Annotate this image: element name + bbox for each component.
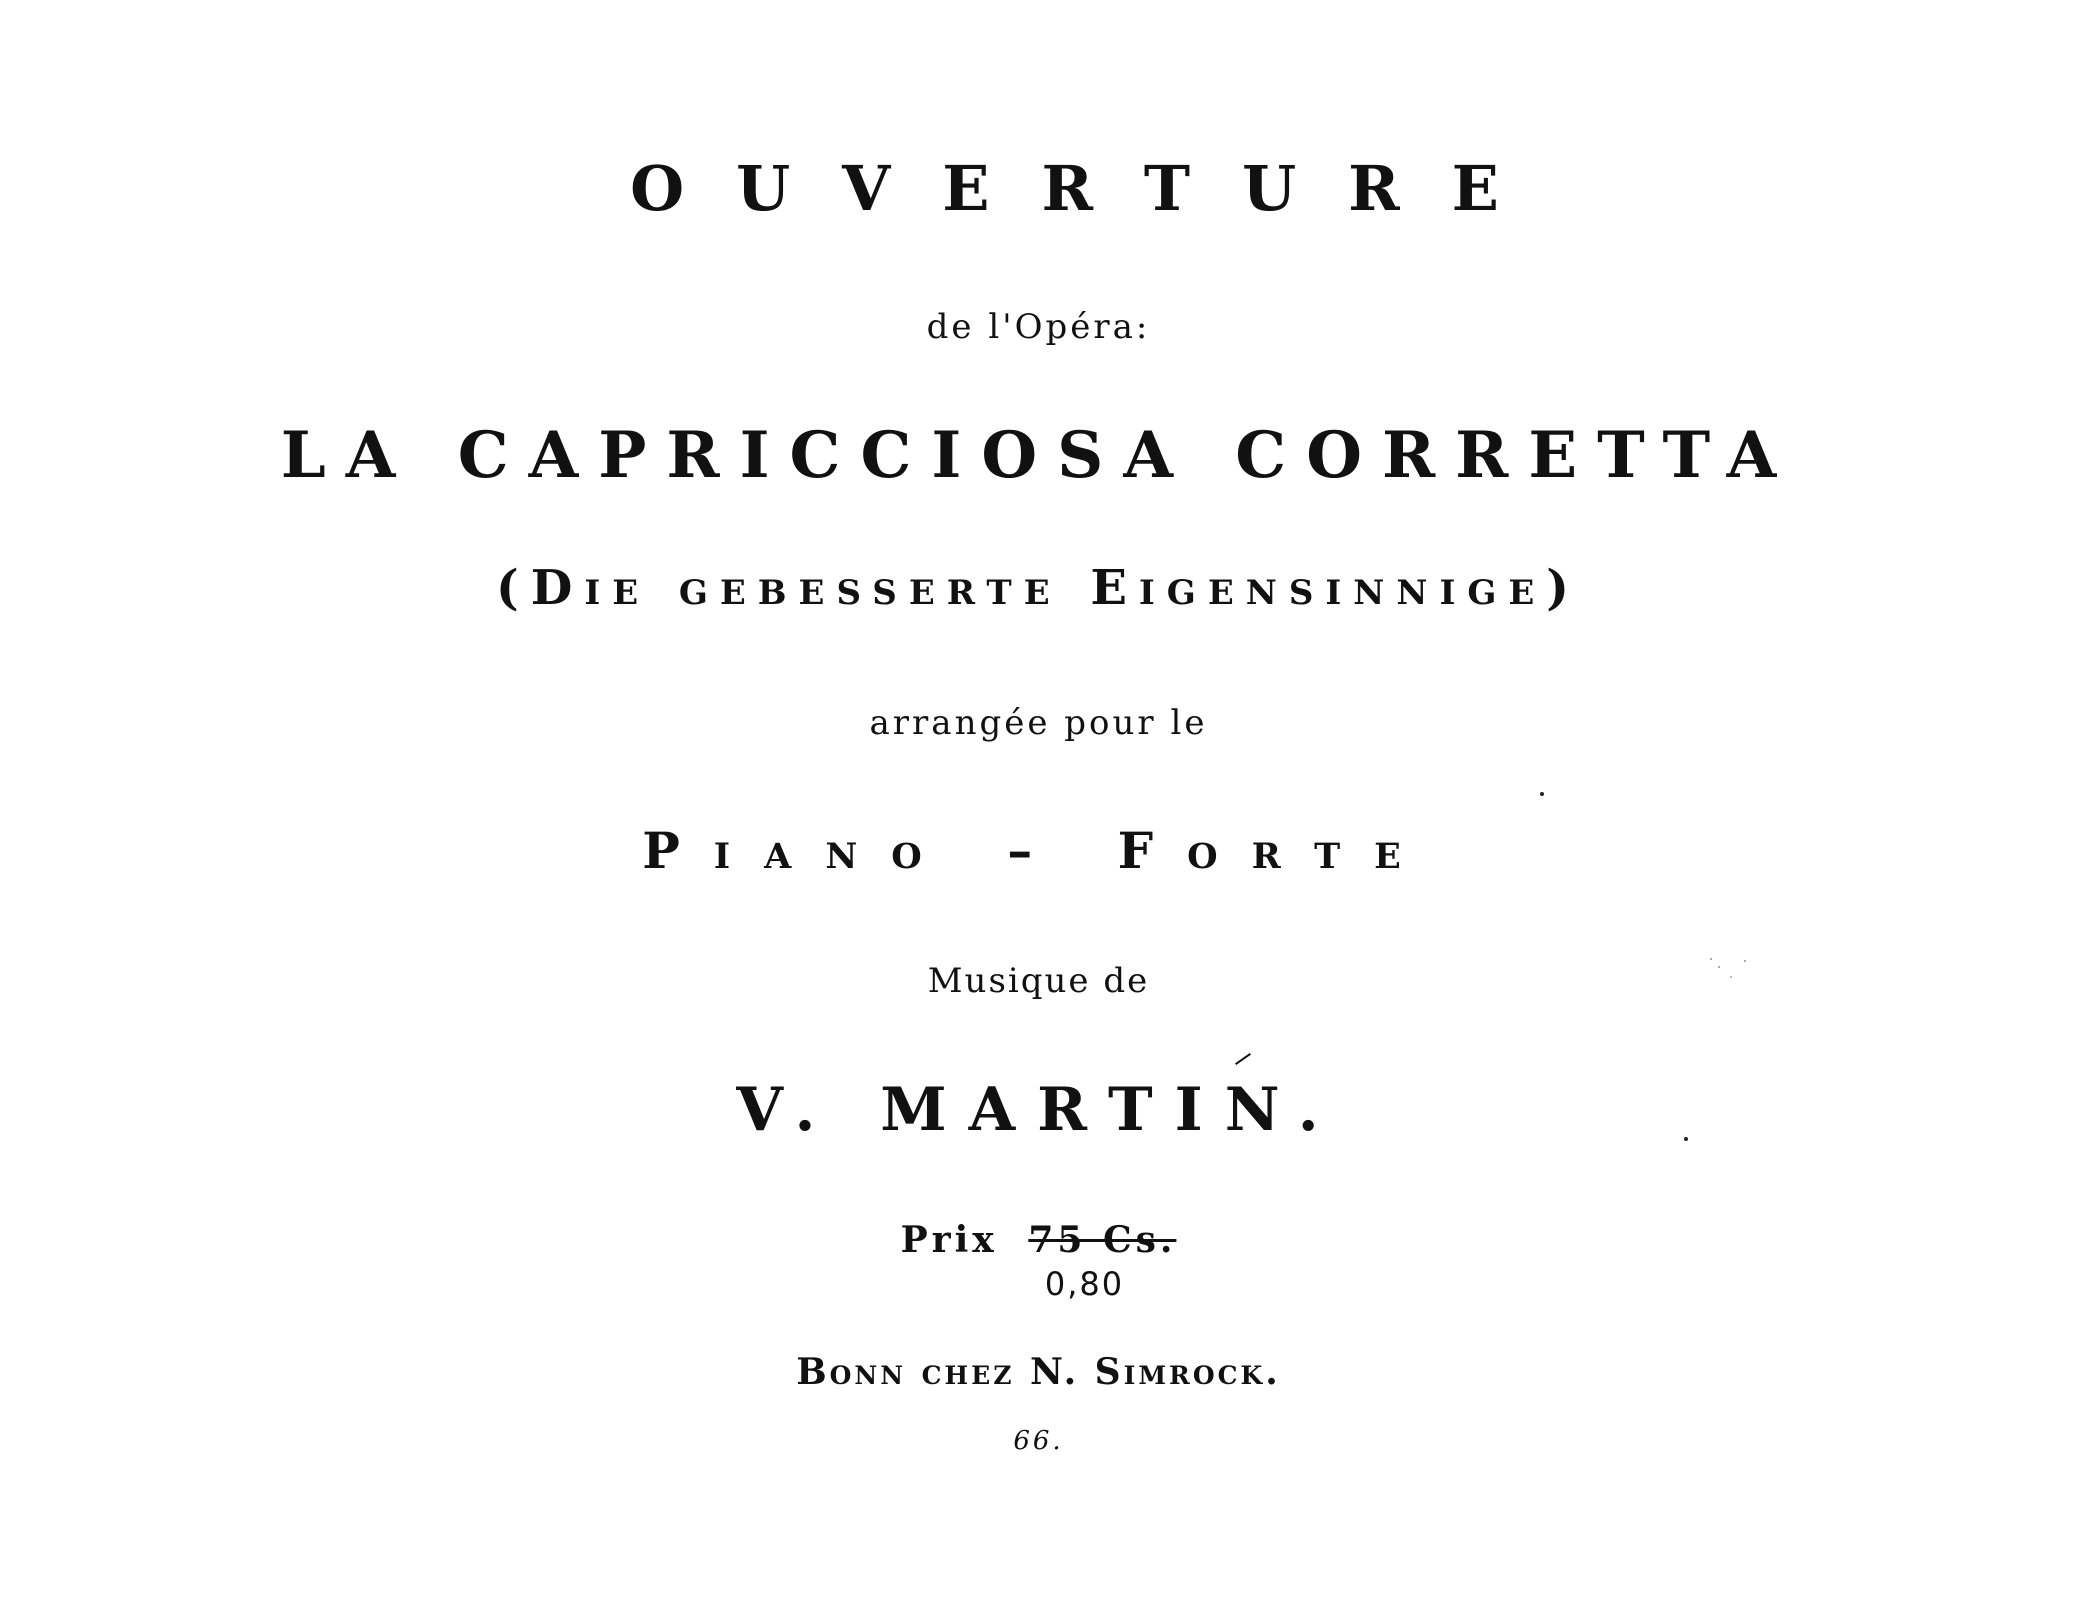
speck-mark <box>1710 958 1712 960</box>
composer-prefix: Musique de <box>927 961 1150 1001</box>
page-title: OUVERTURE <box>630 152 1551 225</box>
opera-title: LA CAPRICCIOSA CORRETTA <box>280 418 1797 493</box>
price-label: Prix <box>900 1219 998 1261</box>
opera-prefix: de l'Opéra: <box>926 307 1151 347</box>
accent-mark <box>1235 1053 1251 1065</box>
speck-mark <box>1540 792 1544 796</box>
plate-number: 66. <box>1013 1426 1064 1456</box>
german-title: (Die gebesserte Eigensinnige) <box>495 560 1582 616</box>
publisher-line: Bonn chez N. Simrock. <box>796 1351 1281 1393</box>
price-row <box>0 1219 2077 1261</box>
composer-name: V. MARTIN. <box>736 1075 1341 1145</box>
arrangement-text: arrangée pour le <box>869 703 1208 743</box>
instrument-title: Piano – Forte <box>642 821 1435 880</box>
speck-mark <box>1744 960 1746 962</box>
price-new: 0,80 <box>1044 1265 1125 1303</box>
speck-mark <box>1684 1137 1688 1141</box>
speck-mark <box>1718 966 1720 968</box>
price-old: 75 Cs. <box>1028 1219 1177 1261</box>
speck-mark <box>1730 976 1732 978</box>
